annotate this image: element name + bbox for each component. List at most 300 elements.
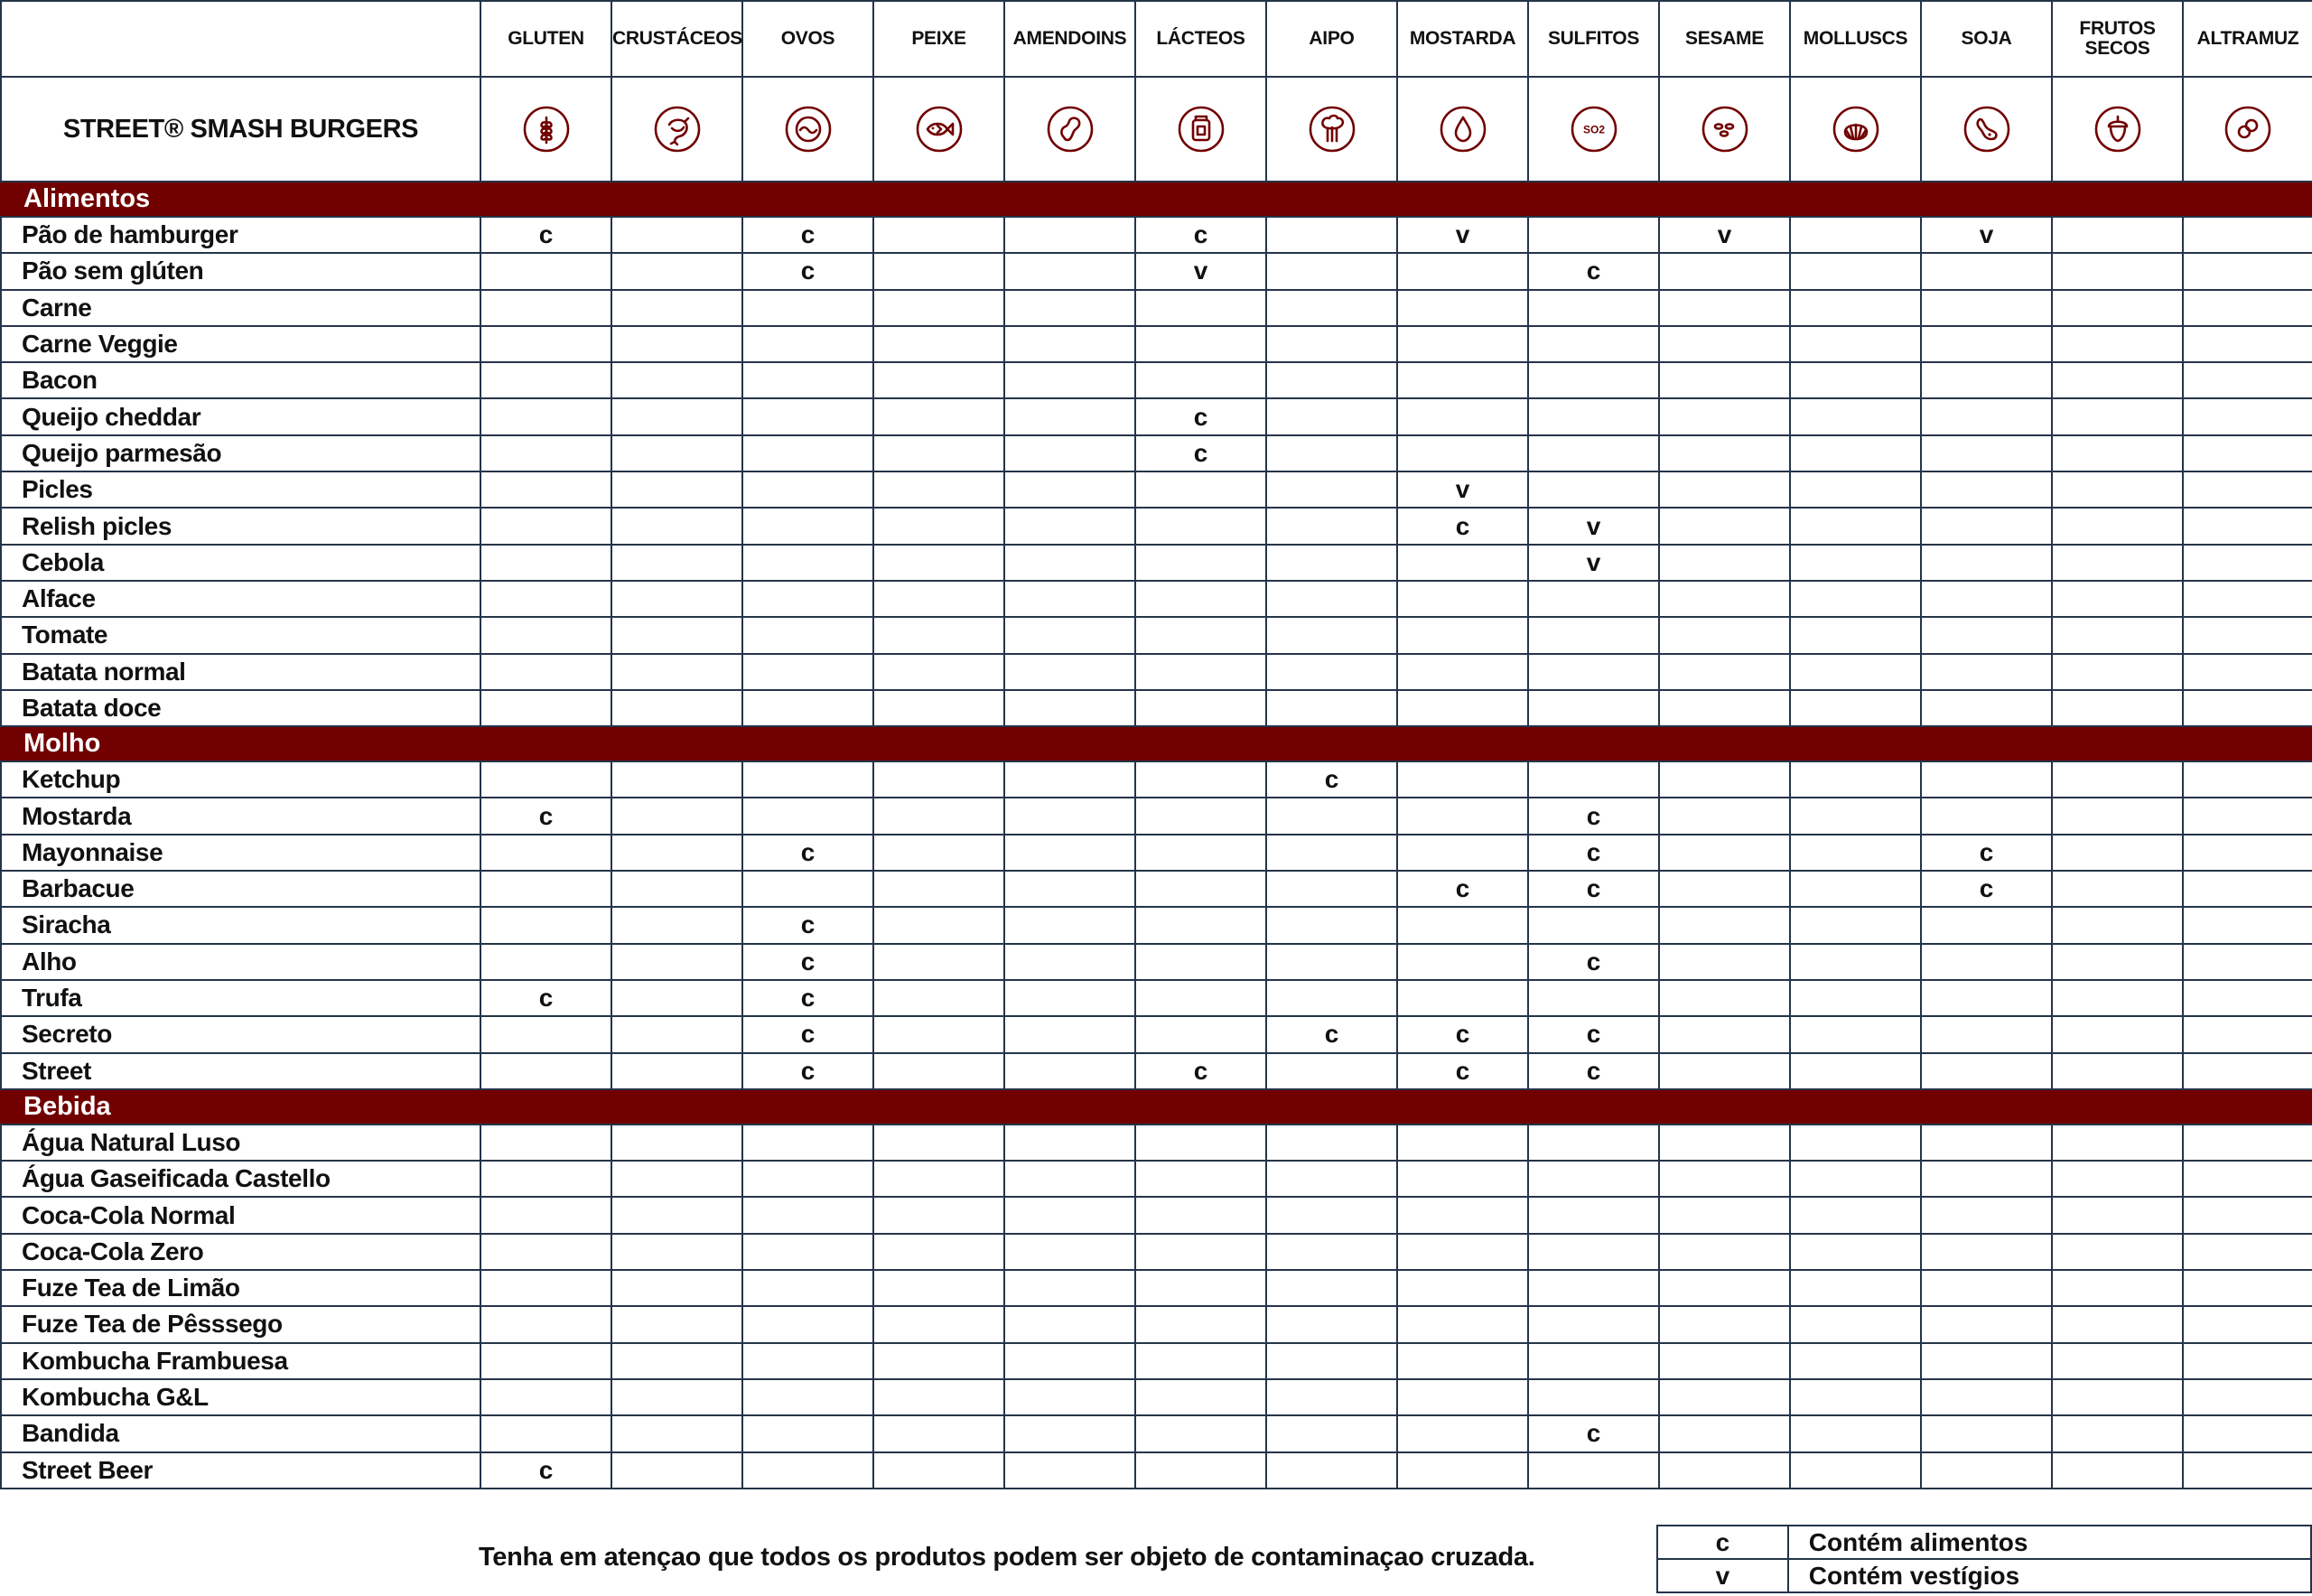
allergen-mark: [1004, 690, 1135, 726]
allergen-mark: [1921, 761, 2052, 798]
allergen-mark: [1790, 581, 1921, 617]
allergen-mark: [1266, 1343, 1397, 1379]
allergen-mark: [1397, 1306, 1528, 1342]
allergen-mark: [611, 1234, 742, 1270]
allergen-mark: [1921, 1234, 2052, 1270]
table-row: [1, 871, 2312, 907]
allergen-mark: [873, 326, 1004, 362]
allergen-icon-cell: [1397, 77, 1528, 182]
allergen-mark: [480, 654, 611, 690]
allergen-mark: [1921, 253, 2052, 289]
allergen-mark: [873, 1053, 1004, 1089]
allergen-mark: [1004, 1270, 1135, 1306]
allergen-mark: [873, 508, 1004, 544]
allergen-mark: [873, 1452, 1004, 1489]
allergen-mark: c: [1921, 835, 2052, 871]
allergen-mark: [1397, 654, 1528, 690]
allergen-mark: [1397, 761, 1528, 798]
allergen-mark: [1659, 508, 1790, 544]
allergen-mark: [2052, 835, 2183, 871]
allergen-mark: [742, 435, 873, 471]
allergen-mark: [1266, 871, 1397, 907]
allergen-mark: [742, 617, 873, 653]
allergen-mark: [1659, 326, 1790, 362]
allergen-mark: [873, 435, 1004, 471]
legend-body: [1657, 1526, 2311, 1592]
allergen-mark: [2052, 654, 2183, 690]
table-row: [1, 471, 2312, 508]
allergen-mark: [1659, 398, 1790, 434]
allergen-mark: [1397, 980, 1528, 1016]
allergen-header: CRUSTÁCEOS: [611, 1, 742, 77]
allergen-mark: [742, 398, 873, 434]
allergen-mark: [1266, 1452, 1397, 1489]
allergen-mark: [2183, 1016, 2312, 1052]
allergen-mark: [1004, 835, 1135, 871]
table-row: [1, 435, 2312, 471]
allergen-mark: [1004, 471, 1135, 508]
allergen-mark: [480, 1125, 611, 1161]
allergen-mark: [611, 1415, 742, 1451]
allergen-mark: [2052, 944, 2183, 980]
item-name: Água Natural Luso: [1, 1125, 480, 1161]
allergen-mark: [1790, 508, 1921, 544]
allergen-mark: [2183, 290, 2312, 326]
item-name: Trufa: [1, 980, 480, 1016]
allergen-mark: c: [480, 217, 611, 253]
allergen-mark: [480, 471, 611, 508]
allergen-mark: [1135, 944, 1266, 980]
allergen-mark: [611, 508, 742, 544]
allergen-mark: [2052, 1125, 2183, 1161]
table-row: [1, 690, 2312, 726]
allergen-header: SESAME: [1659, 1, 1790, 77]
allergen-mark: [1790, 545, 1921, 581]
allergen-mark: [611, 326, 742, 362]
milk-icon: [1177, 105, 1226, 154]
table-row: [1, 253, 2312, 289]
allergen-mark: [611, 471, 742, 508]
allergen-mark: [742, 545, 873, 581]
allergen-mark: [1266, 1270, 1397, 1306]
allergen-mark: [1135, 545, 1266, 581]
item-name: Bandida: [1, 1415, 480, 1451]
item-name: Batata doce: [1, 690, 480, 726]
allergen-mark: [1790, 1125, 1921, 1161]
allergen-mark: [873, 1234, 1004, 1270]
allergen-mark: [873, 253, 1004, 289]
wheat-icon: [522, 105, 571, 154]
allergen-mark: [1266, 1053, 1397, 1089]
allergen-mark: [2052, 471, 2183, 508]
legend-row: [1657, 1526, 2311, 1559]
allergen-mark: [1528, 471, 1659, 508]
allergen-mark: c: [1397, 871, 1528, 907]
item-name: Tomate: [1, 617, 480, 653]
allergen-mark: [1528, 217, 1659, 253]
allergen-mark: [1004, 1016, 1135, 1052]
allergen-mark: [480, 761, 611, 798]
allergen-mark: [1266, 617, 1397, 653]
allergen-mark: [1790, 1270, 1921, 1306]
allergen-mark: [480, 1234, 611, 1270]
allergen-mark: [611, 545, 742, 581]
item-name: Picles: [1, 471, 480, 508]
allergen-mark: [2052, 1053, 2183, 1089]
item-name: Carne: [1, 290, 480, 326]
allergen-mark: [2183, 1053, 2312, 1089]
allergen-mark: [480, 1161, 611, 1197]
allergen-mark: [1790, 1379, 1921, 1415]
allergen-mark: [480, 1415, 611, 1451]
soy-icon: [1962, 105, 2011, 154]
allergen-mark: [611, 907, 742, 943]
allergen-icon-cell: [1921, 77, 2052, 182]
allergen-icon-cell: [1790, 77, 1921, 182]
allergen-mark: [742, 1197, 873, 1233]
allergen-mark: c: [742, 217, 873, 253]
allergen-mark: [1397, 1161, 1528, 1197]
allergen-mark: [1004, 761, 1135, 798]
allergen-mark: [1397, 253, 1528, 289]
allergen-mark: [873, 1125, 1004, 1161]
allergen-mark: [1659, 1016, 1790, 1052]
allergen-mark: v: [1528, 508, 1659, 544]
allergen-mark: [742, 1270, 873, 1306]
allergen-mark: [2052, 1270, 2183, 1306]
allergen-mark: c: [1135, 435, 1266, 471]
allergen-mark: [1266, 290, 1397, 326]
section-title: Molho: [1, 726, 2312, 761]
item-name: Siracha: [1, 907, 480, 943]
allergen-mark: [611, 617, 742, 653]
allergen-mark: [1266, 1379, 1397, 1415]
allergen-mark: [1004, 508, 1135, 544]
item-name: Alface: [1, 581, 480, 617]
allergen-mark: [1790, 1053, 1921, 1089]
table-row: [1, 798, 2312, 834]
table-row: [1, 1343, 2312, 1379]
allergen-mark: [1266, 253, 1397, 289]
allergen-icon-cell: [1135, 77, 1266, 182]
allergen-mark: [873, 362, 1004, 398]
allergen-mark: [611, 253, 742, 289]
allergen-mark: [1659, 1234, 1790, 1270]
allergen-mark: [1135, 362, 1266, 398]
table-row: [1, 1415, 2312, 1451]
allergen-mark: [742, 1379, 873, 1415]
allergen-mark: [611, 398, 742, 434]
allergen-mark: [873, 1270, 1004, 1306]
allergen-mark: [480, 907, 611, 943]
item-name: Relish picles: [1, 508, 480, 544]
allergen-mark: c: [480, 798, 611, 834]
allergen-mark: c: [1528, 871, 1659, 907]
allergen-mark: [611, 1161, 742, 1197]
mollusc-icon: [1832, 105, 1880, 154]
allergen-mark: [611, 654, 742, 690]
allergen-mark: [2183, 1343, 2312, 1379]
allergen-mark: [873, 654, 1004, 690]
allergen-mark: c: [1397, 508, 1528, 544]
allergen-mark: [1397, 944, 1528, 980]
allergen-mark: [1135, 835, 1266, 871]
allergen-mark: [2183, 690, 2312, 726]
allergen-mark: [1135, 471, 1266, 508]
allergen-mark: [1790, 835, 1921, 871]
allergen-icon-cell: [1004, 77, 1135, 182]
allergen-mark: [611, 217, 742, 253]
allergen-mark: [1266, 1125, 1397, 1161]
allergen-mark: [1004, 581, 1135, 617]
allergen-mark: [2052, 761, 2183, 798]
allergen-mark: [873, 1161, 1004, 1197]
allergen-mark: [1135, 1197, 1266, 1233]
allergen-mark: [480, 1053, 611, 1089]
allergen-mark: [480, 690, 611, 726]
allergen-mark: [1135, 1016, 1266, 1052]
allergen-header: OVOS: [742, 1, 873, 77]
allergen-mark: [1790, 398, 1921, 434]
peanut-icon: [1046, 105, 1095, 154]
item-name: Street: [1, 1053, 480, 1089]
allergen-mark: [2052, 1379, 2183, 1415]
allergen-mark: [1659, 1053, 1790, 1089]
allergen-mark: [2183, 1270, 2312, 1306]
allergen-mark: [1528, 290, 1659, 326]
allergen-mark: c: [1397, 1016, 1528, 1052]
sulphite-icon: [1570, 105, 1618, 154]
allergen-mark: [2183, 798, 2312, 834]
allergen-mark: [1266, 1306, 1397, 1342]
allergen-mark: [2183, 871, 2312, 907]
item-name: Água Gaseificada Castello: [1, 1161, 480, 1197]
allergen-header-row: [1, 1, 2312, 77]
allergen-mark: [1528, 1197, 1659, 1233]
allergen-mark: [1921, 654, 2052, 690]
allergen-mark: [1266, 1197, 1397, 1233]
section-header-row: [1, 182, 2312, 217]
allergen-mark: [1266, 654, 1397, 690]
allergen-mark: v: [1921, 217, 2052, 253]
allergen-mark: [611, 1379, 742, 1415]
allergen-mark: [1397, 1125, 1528, 1161]
allergen-mark: v: [1397, 217, 1528, 253]
allergen-mark: c: [1921, 871, 2052, 907]
allergen-mark: [873, 1016, 1004, 1052]
allergen-mark: [742, 798, 873, 834]
allergen-mark: [1266, 362, 1397, 398]
allergen-mark: [873, 835, 1004, 871]
allergen-mark: [1135, 1343, 1266, 1379]
allergen-mark: [1397, 290, 1528, 326]
allergen-mark: [1135, 617, 1266, 653]
allergen-icon-cell: [2052, 77, 2183, 182]
allergen-mark: [1528, 1234, 1659, 1270]
allergen-mark: [1921, 362, 2052, 398]
allergen-mark: [611, 690, 742, 726]
allergen-mark: [1921, 508, 2052, 544]
allergen-mark: [1659, 1452, 1790, 1489]
allergen-mark: v: [1397, 471, 1528, 508]
allergen-mark: [1135, 871, 1266, 907]
allergen-icon-cell: [1659, 77, 1790, 182]
allergen-mark: [1528, 435, 1659, 471]
allergen-mark: [1266, 545, 1397, 581]
allergen-mark: [1135, 798, 1266, 834]
allergen-mark: [1790, 980, 1921, 1016]
allergen-mark: [873, 617, 1004, 653]
allergen-mark: [1790, 1306, 1921, 1342]
allergen-mark: [1528, 1452, 1659, 1489]
allergen-mark: [1135, 326, 1266, 362]
allergen-mark: [1659, 980, 1790, 1016]
allergen-mark: [1266, 1415, 1397, 1451]
allergen-mark: [2183, 1379, 2312, 1415]
allergen-mark: [2052, 1306, 2183, 1342]
item-name: Fuze Tea de Pêsssego: [1, 1306, 480, 1342]
allergen-mark: [1659, 1161, 1790, 1197]
allergen-mark: [1921, 1452, 2052, 1489]
item-name: Bacon: [1, 362, 480, 398]
allergen-mark: [480, 435, 611, 471]
item-name: Alho: [1, 944, 480, 980]
allergen-mark: [873, 944, 1004, 980]
allergen-mark: [1921, 1161, 2052, 1197]
section-header-row: [1, 726, 2312, 761]
allergen-mark: [480, 398, 611, 434]
allergen-mark: [1528, 1161, 1659, 1197]
allergen-mark: [873, 690, 1004, 726]
allergen-mark: [1266, 1161, 1397, 1197]
allergen-mark: [611, 1270, 742, 1306]
allergen-mark: [1004, 1125, 1135, 1161]
allergen-mark: [611, 944, 742, 980]
allergen-mark: [1659, 435, 1790, 471]
item-name: Coca-Cola Zero: [1, 1234, 480, 1270]
allergen-mark: [1397, 690, 1528, 726]
allergen-mark: [1135, 1125, 1266, 1161]
allergen-icon-cell: [1528, 77, 1659, 182]
table-row: [1, 1306, 2312, 1342]
allergen-mark: [2183, 545, 2312, 581]
item-name: Queijo parmesão: [1, 435, 480, 471]
allergen-mark: [1004, 1234, 1135, 1270]
allergen-mark: [1790, 217, 1921, 253]
allergen-header: MOLLUSCS: [1790, 1, 1921, 77]
table-row: [1, 362, 2312, 398]
allergen-mark: [1135, 508, 1266, 544]
allergen-mark: [1266, 798, 1397, 834]
allergen-mark: [1528, 1125, 1659, 1161]
shrimp-icon: [653, 105, 702, 154]
allergen-mark: [2183, 326, 2312, 362]
allergen-mark: [2052, 1197, 2183, 1233]
allergen-mark: [1135, 761, 1266, 798]
allergen-mark: [1921, 471, 2052, 508]
allergen-mark: [1921, 1053, 2052, 1089]
allergen-mark: [1659, 581, 1790, 617]
item-name: Street Beer: [1, 1452, 480, 1489]
allergen-mark: [1397, 1343, 1528, 1379]
allergen-mark: [742, 1343, 873, 1379]
item-name: Kombucha Frambuesa: [1, 1343, 480, 1379]
allergen-mark: [1135, 1415, 1266, 1451]
allergen-header: SOJA: [1921, 1, 2052, 77]
allergen-mark: [1659, 290, 1790, 326]
allergen-mark: [873, 1343, 1004, 1379]
allergen-mark: [1135, 1234, 1266, 1270]
allergen-mark: [1397, 835, 1528, 871]
allergen-mark: [742, 1125, 873, 1161]
allergen-mark: [1790, 253, 1921, 289]
table-row: [1, 1053, 2312, 1089]
allergen-mark: c: [742, 253, 873, 289]
allergen-mark: [1004, 654, 1135, 690]
allergen-mark: [742, 1415, 873, 1451]
allergen-header: SULFITOS: [1528, 1, 1659, 77]
allergen-mark: [2183, 1415, 2312, 1451]
allergen-mark: [1397, 798, 1528, 834]
allergen-mark: [1659, 545, 1790, 581]
allergen-mark: [1790, 798, 1921, 834]
allergen-mark: [873, 798, 1004, 834]
allergen-mark: c: [1135, 217, 1266, 253]
allergen-mark: [1528, 1270, 1659, 1306]
allergen-mark: [2052, 217, 2183, 253]
item-name: Ketchup: [1, 761, 480, 798]
allergen-mark: [742, 690, 873, 726]
allergen-mark: [742, 290, 873, 326]
table-row: [1, 581, 2312, 617]
allergen-mark: [1266, 435, 1397, 471]
allergen-mark: [873, 1197, 1004, 1233]
allergen-mark: [1528, 980, 1659, 1016]
allergen-mark: [2183, 1306, 2312, 1342]
allergen-mark: [1004, 398, 1135, 434]
allergen-mark: [611, 980, 742, 1016]
allergen-mark: [611, 1125, 742, 1161]
allergen-mark: [1266, 508, 1397, 544]
section-header-row: [1, 1089, 2312, 1125]
allergen-mark: [611, 1343, 742, 1379]
legend-key: c: [1657, 1526, 1788, 1559]
allergen-mark: [1004, 798, 1135, 834]
allergen-mark: [1528, 907, 1659, 943]
allergen-mark: [1135, 980, 1266, 1016]
allergen-mark: [480, 362, 611, 398]
allergen-mark: [2052, 253, 2183, 289]
allergen-mark: [1921, 907, 2052, 943]
table-row: [1, 326, 2312, 362]
allergen-mark: [742, 326, 873, 362]
allergen-mark: [480, 1379, 611, 1415]
allergen-mark: c: [742, 907, 873, 943]
allergen-mark: [1528, 654, 1659, 690]
allergen-mark: [480, 871, 611, 907]
allergen-mark: [742, 761, 873, 798]
table-row: [1, 1270, 2312, 1306]
allergen-mark: [1397, 1234, 1528, 1270]
allergen-mark: [1659, 1343, 1790, 1379]
item-name: Secreto: [1, 1016, 480, 1052]
allergen-mark: [480, 290, 611, 326]
item-name: Mayonnaise: [1, 835, 480, 871]
allergen-mark: [1528, 326, 1659, 362]
allergen-mark: [1135, 1379, 1266, 1415]
allergen-mark: [2183, 654, 2312, 690]
allergen-mark: [1528, 1306, 1659, 1342]
